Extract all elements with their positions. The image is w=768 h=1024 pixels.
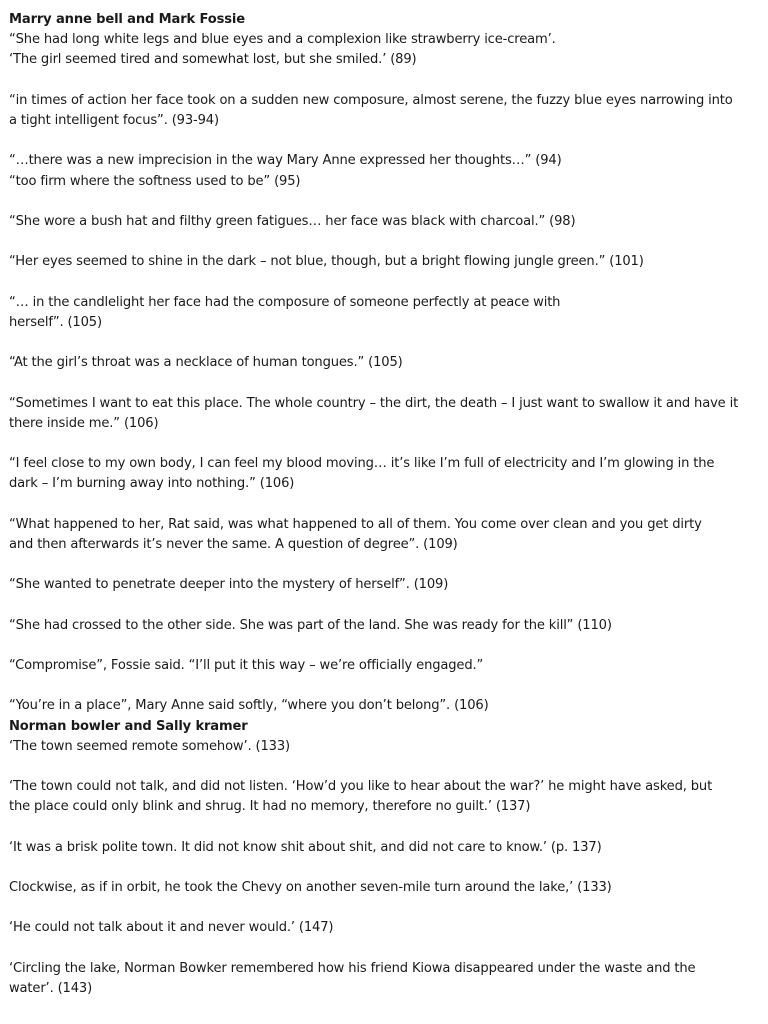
quote-line: there inside me.” (106) bbox=[9, 415, 159, 431]
quote-paragraph bbox=[9, 30, 761, 70]
quote-line: and then afterwards it’s never the same. A question of degree”. (109) bbox=[9, 536, 458, 552]
quote-paragraph bbox=[9, 838, 761, 858]
quote-paragraph bbox=[9, 91, 761, 131]
quote-line: “At the girl’s throat was a necklace of human tongues.” (105) bbox=[9, 355, 403, 371]
quote-paragraph bbox=[9, 878, 761, 898]
quote-line: the place could only blink and shrug. It had no memory, therefore no guilt.’ (137) bbox=[9, 799, 531, 815]
paragraph-gap bbox=[9, 636, 761, 656]
quote-line: “too firm where the softness used to be” (95) bbox=[9, 173, 301, 189]
quote-paragraph bbox=[9, 353, 761, 373]
document-page bbox=[9, 10, 761, 999]
paragraph-gap bbox=[9, 495, 761, 515]
quote-line: “You’re in a place”, Mary Anne said softly, “where you don’t belong”. (106) bbox=[9, 698, 489, 714]
quote-paragraph bbox=[9, 454, 761, 494]
section-heading: Norman bowler and Sally kramer bbox=[9, 718, 248, 734]
quote-paragraph bbox=[9, 293, 761, 333]
quote-line: ‘It was a brisk polite town. It did not know shit about shit, and did not care to know.’ (p. 137) bbox=[9, 839, 602, 855]
paragraph-gap bbox=[9, 232, 761, 252]
paragraph-gap bbox=[9, 595, 761, 615]
quote-paragraph bbox=[9, 918, 761, 938]
quote-line: herself”. (105) bbox=[9, 314, 102, 330]
quote-paragraph bbox=[9, 777, 761, 817]
paragraph-gap bbox=[9, 333, 761, 353]
paragraph-gap bbox=[9, 272, 761, 292]
quote-paragraph bbox=[9, 616, 761, 636]
quote-line: “What happened to her, Rat said, was what happened to all of them. You come over clean and you get dirty bbox=[9, 516, 702, 532]
paragraph-gap bbox=[9, 131, 761, 151]
quote-line: dark – I’m burning away into nothing.” (106) bbox=[9, 476, 295, 492]
paragraph-gap bbox=[9, 858, 761, 878]
paragraph-gap bbox=[9, 898, 761, 918]
quote-paragraph bbox=[9, 737, 761, 757]
quote-line: water’. (143) bbox=[9, 981, 93, 996]
quote-paragraph bbox=[9, 515, 761, 555]
paragraph-gap bbox=[9, 192, 761, 212]
quote-line: Clockwise, as if in orbit, he took the Chevy on another seven-mile turn around the lake,’ (133) bbox=[9, 880, 612, 896]
paragraph-gap bbox=[9, 555, 761, 575]
quote-paragraph bbox=[9, 656, 761, 676]
paragraph-gap bbox=[9, 939, 761, 959]
quote-line: ‘He could not talk about it and never would.’ (147) bbox=[9, 920, 334, 936]
paragraph-gap bbox=[9, 676, 761, 696]
quote-paragraph bbox=[9, 394, 761, 434]
paragraph-gap bbox=[9, 373, 761, 393]
document-section bbox=[9, 717, 761, 1000]
quote-line: “Her eyes seemed to shine in the dark – not blue, though, but a bright flowing jungle green.” (101) bbox=[9, 254, 644, 270]
paragraph-gap bbox=[9, 434, 761, 454]
paragraph-gap bbox=[9, 71, 761, 91]
quote-paragraph bbox=[9, 959, 761, 999]
quote-line: ‘The town could not talk, and did not listen. ‘How’d you like to hear about the war?’ he might have asked, but bbox=[9, 779, 713, 795]
quote-paragraph bbox=[9, 252, 761, 272]
quote-line: “She had long white legs and blue eyes and a complexion like strawberry ice-cream’. bbox=[9, 32, 556, 48]
quote-line: “Compromise”, Fossie said. “I’ll put it this way – we’re officially engaged.” bbox=[9, 658, 484, 673]
quote-line: ‘The girl seemed tired and somewhat lost, but she smiled.’ (89) bbox=[9, 52, 417, 68]
quote-line: “… in the candlelight her face had the composure of someone perfectly at peace with bbox=[9, 294, 561, 310]
quote-line: “in times of action her face took on a sudden new composure, almost serene, the fuzzy blue eyes narrowing into bbox=[9, 92, 733, 108]
quote-line: “I feel close to my own body, I can feel my blood moving… it’s like I’m full of electricity and I’m glowing in the bbox=[9, 456, 715, 472]
quote-line: “Sometimes I want to eat this place. The whole country – the dirt, the death – I just want to swallow it and have it bbox=[9, 395, 739, 411]
quote-paragraph bbox=[9, 212, 761, 232]
quote-line: “…there was a new imprecision in the way Mary Anne expressed her thoughts…” (94) bbox=[9, 153, 562, 169]
quote-line: a tight intelligent focus”. (93-94) bbox=[9, 112, 219, 128]
quote-line: ‘Circling the lake, Norman Bowker remembered how his friend Kiowa disappeared under the waste and the bbox=[9, 960, 696, 976]
quote-paragraph bbox=[9, 575, 761, 595]
quote-line: “She wore a bush hat and filthy green fatigues… her face was black with charcoal.” (98) bbox=[9, 213, 576, 229]
document-section bbox=[9, 10, 761, 717]
quote-line: “She had crossed to the other side. She was part of the land. She was ready for the kill” (110) bbox=[9, 617, 612, 633]
quote-line: “She wanted to penetrate deeper into the mystery of herself”. (109) bbox=[9, 577, 449, 593]
section-heading: Marry anne bell and Mark Fossie bbox=[9, 12, 245, 27]
paragraph-gap bbox=[9, 757, 761, 777]
quote-line: ‘The town seemed remote somehow’. (133) bbox=[9, 738, 290, 754]
paragraph-gap bbox=[9, 818, 761, 838]
quote-paragraph bbox=[9, 696, 761, 716]
quote-paragraph bbox=[9, 151, 761, 191]
